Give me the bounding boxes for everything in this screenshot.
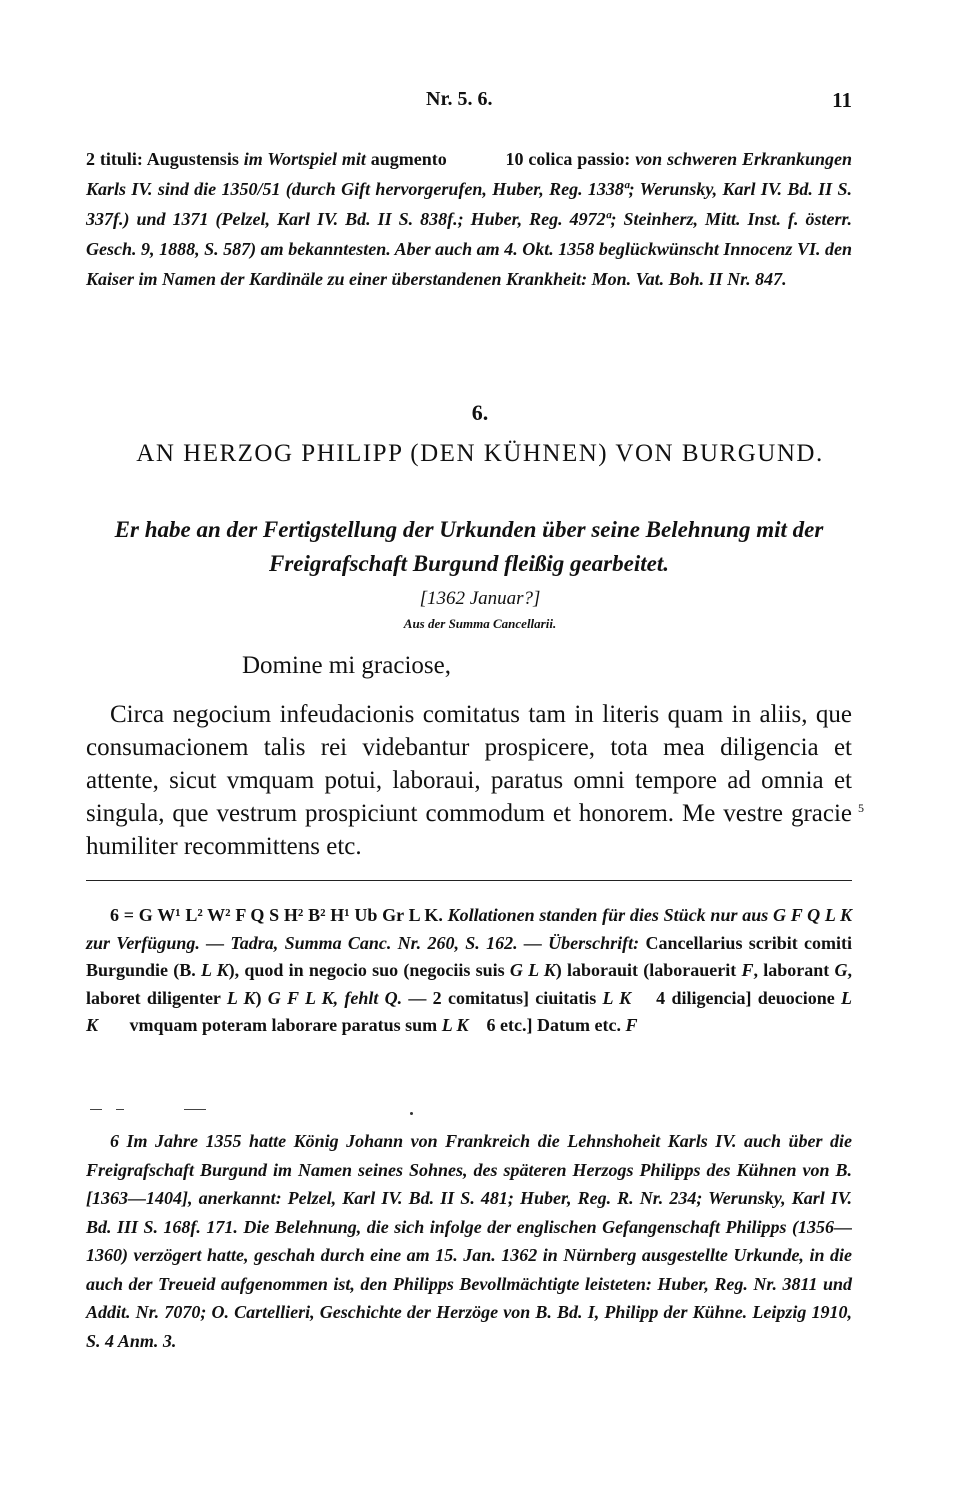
- note-lemma-augmento: augmento: [365, 149, 447, 169]
- apparatus-text: ): [255, 987, 268, 1008]
- apparatus-text: , laboret diligenter: [86, 960, 853, 1008]
- apparatus-siglum: L K: [201, 960, 229, 980]
- body-paragraph: Circa negocium infeudacionis comitatus tam in literis quam in aliis, que consumacionem talis rei videbantur prospicere, tota mea diligencia et attente, sicut vmquam potui, laboraui, paratus omni tempore ad omnia et singula, que vestrum prospiciunt commodum et honorem. Me vestre gracie humiliter recommittens etc.: [86, 701, 852, 860]
- document-body: [86, 698, 852, 863]
- commentary-paragraph: 6 Im Jahre 1355 hatte König Johann von Frankreich die Lehnshoheit Karls IV. auch über die Freigrafschaft Burgund im Namen seines Sohnes, des späteren Herzogs Philipps des Kühnen von B. [1363—1404], anerkannt: Pelzel, Karl IV. Bd. II S. 481; Huber, Reg. R. Nr. 234; Werunsky, Karl IV. Bd. III S. 168f. 171. Die Belehnung, die sich infolge der englischen Gefangenschaft Philipps (1356—1360) verzögert hatte, geschah durch eine am 15. Jan. 1362 in Nürnberg ausgestellte Urkunde, in die auch der Treueid aufgenommen ist, den Philipps Bevollmächtigte leisteten: Huber, Reg. Nr. 3811 und Addit. Nr. 7070; O. Cartellieri, Geschichte der Herzöge von B. Bd. I, Philipp der Kühne. Leipzig 1910, S. 4 Anm. 3.: [86, 1131, 852, 1351]
- separator-dot: [410, 1112, 413, 1115]
- page-number: 11: [832, 88, 852, 112]
- apparatus-siglum: L K: [226, 987, 256, 1008]
- apparatus-siglum: L K: [602, 987, 632, 1008]
- apparatus-siglum: G L K: [509, 960, 556, 980]
- footnote-divider: [86, 880, 852, 881]
- running-header: [86, 88, 852, 118]
- note-lemma-colica: 10 colica passio:: [505, 149, 631, 169]
- header-document-numbers: Nr. 5. 6.: [426, 88, 493, 110]
- note-lemma-tituli: 2 tituli: Augustensis: [86, 149, 244, 169]
- apparatus-text: — 2 comitatus] ciuitatis: [402, 987, 603, 1008]
- document-source: Aus der Summa Cancellarii.: [403, 616, 557, 631]
- apparatus-siglum: G: [834, 960, 848, 980]
- historical-commentary: [86, 1127, 852, 1355]
- apparatus-siglum: L K: [441, 1015, 469, 1035]
- previous-document-notes: [86, 144, 852, 294]
- apparatus-sigla: 6 = G W¹ L² W² F Q S H² B² H¹ Ub Gr L K.: [110, 905, 443, 925]
- apparatus-text: ) laborauit (laborauerit: [555, 960, 742, 980]
- apparatus-text: 4 diligencia] deuocione: [631, 987, 841, 1008]
- apparatus-collation: Kollationen standen für dies Stück nur aus G F Q L K zur Verfügung. — Tadra, Summa Canc. Nr. 260, S. 162. — Überschrift:: [86, 905, 853, 953]
- apparatus-text: , laborant: [753, 960, 835, 980]
- apparatus-text: 6 etc.] Datum etc.: [468, 1015, 626, 1035]
- document-number: 6.: [471, 400, 489, 425]
- note-lemma-wortspiel: im Wortspiel mit: [243, 149, 366, 169]
- document-date: [1362 Januar?]: [419, 588, 541, 609]
- document-title: AN HERZOG PHILIPP (DEN KÜHNEN) VON BURGUND.: [136, 440, 824, 467]
- note-commentary-text: von schweren Erkrankungen Karls IV. sind die 1350/51 (durch Gift hervorgerufen, Huber, Reg. 1338ª; Werunsky, Karl IV. Bd. II S. 337f.) und 1371 (Pelzel, Karl IV. Bd. II S. 838f.; Huber, Reg. 4972ª; Steinherz, Mitt. Inst. f. österr. Gesch. 9, 1888, S. 587) am bekanntesten. Aber auch am 4. Okt. 1358 beglückwünscht Innocenz VI. den Kaiser im Namen der Kardinäle zu einer überstandenen Krankheit: Mon. Vat. Boh. II Nr. 847.: [86, 149, 853, 289]
- salutation: Domine mi graciose,: [242, 652, 451, 679]
- apparatus-text: ), quod in negocio suo (negociis suis: [228, 960, 510, 980]
- apparatus-siglum: L K: [86, 987, 852, 1035]
- apparatus-siglum: G F L K, fehlt Q.: [267, 987, 403, 1008]
- line-number-marker: 5: [858, 801, 864, 815]
- apparatus-text: vmquam poteram laborare paratus sum: [98, 1015, 442, 1035]
- critical-apparatus: [86, 902, 852, 1040]
- apparatus-heading-text: Cancellarius scribit comiti Burgundie (B.: [86, 932, 853, 980]
- separator-dashes: [86, 1106, 426, 1114]
- document-regest: Er habe an der Fertigstellung der Urkunden über seine Belehnung mit der Freigrafschaft Burgund fleißig gearbeitet.: [114, 517, 824, 576]
- apparatus-siglum: F: [625, 1015, 638, 1035]
- apparatus-siglum: F: [741, 960, 754, 980]
